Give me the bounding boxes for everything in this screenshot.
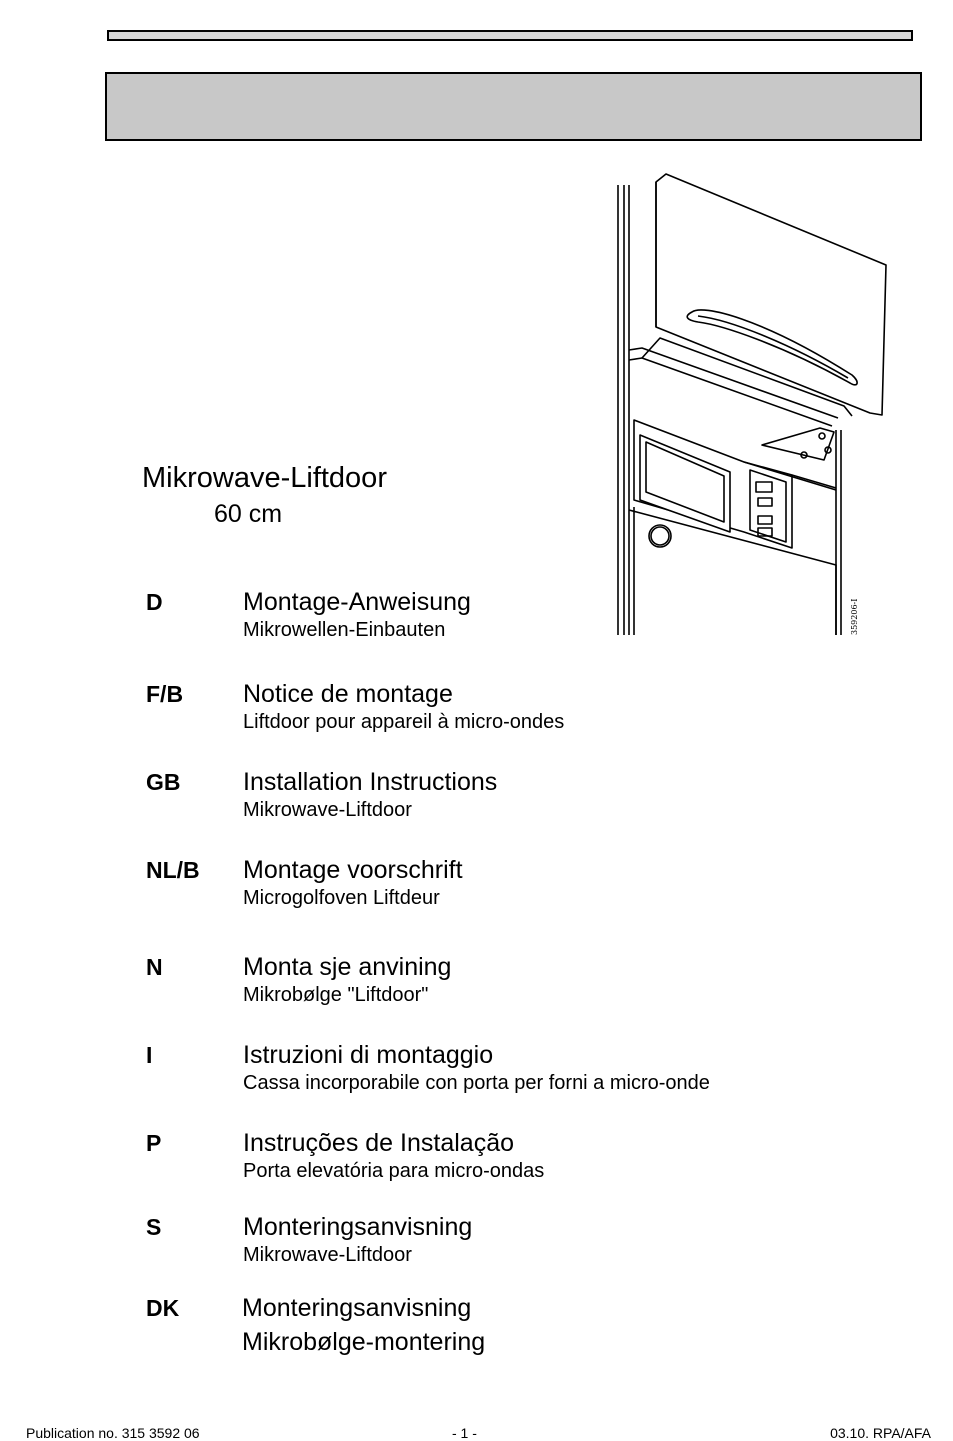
language-code: GB: [146, 769, 181, 795]
language-title: Installation Instructions: [243, 768, 498, 796]
language-subtitle: Mikrowave-Liftdoor: [243, 799, 412, 821]
language-subtitle: Liftdoor pour appareil à micro-ondes: [243, 711, 565, 733]
language-code: NL/B: [146, 857, 200, 883]
language-subtitle: Mikrobølge "Liftdoor": [243, 984, 429, 1006]
language-code: P: [146, 1130, 162, 1156]
language-code: I: [146, 1042, 153, 1068]
revision-code: 03.10. RPA/AFA: [830, 1425, 931, 1441]
language-title: Monta sje anvining: [243, 953, 452, 981]
language-code: DK: [146, 1295, 180, 1321]
language-title: Notice de montage: [243, 680, 453, 708]
microwave-liftdoor-illustration-icon: [612, 170, 892, 645]
top-rule: [107, 30, 913, 41]
language-title: Monteringsanvisning: [242, 1294, 472, 1322]
language-title: Instruções de Instalação: [243, 1129, 514, 1157]
language-subtitle: Microgolfoven Liftdeur: [243, 887, 440, 909]
language-title: Montage voorschrift: [243, 856, 463, 884]
language-subtitle: Mikrowave-Liftdoor: [243, 1244, 412, 1266]
language-code: F/B: [146, 681, 184, 707]
language-subtitle: Porta elevatória para micro-ondas: [243, 1160, 545, 1182]
language-code: N: [146, 954, 163, 980]
illustration-code-label: 359206-I: [850, 598, 859, 635]
language-code: D: [146, 589, 163, 615]
product-size: 60 cm: [214, 500, 283, 528]
language-title: Montage-Anweisung: [243, 588, 471, 616]
product-title: Mikrowave-Liftdoor: [142, 462, 387, 494]
language-subtitle: Cassa incorporabile con porta per forni a micro-onde: [243, 1072, 710, 1094]
page-number: - 1 -: [452, 1425, 477, 1441]
language-subtitle: Mikrobølge-montering: [242, 1328, 486, 1356]
language-subtitle: Mikrowellen-Einbauten: [243, 619, 446, 641]
language-title: Monteringsanvisning: [243, 1213, 473, 1241]
publication-number: Publication no. 315 3592 06: [26, 1425, 200, 1441]
language-title: Istruzioni di montaggio: [243, 1041, 494, 1069]
header-band: [105, 72, 922, 141]
language-code: S: [146, 1214, 162, 1240]
